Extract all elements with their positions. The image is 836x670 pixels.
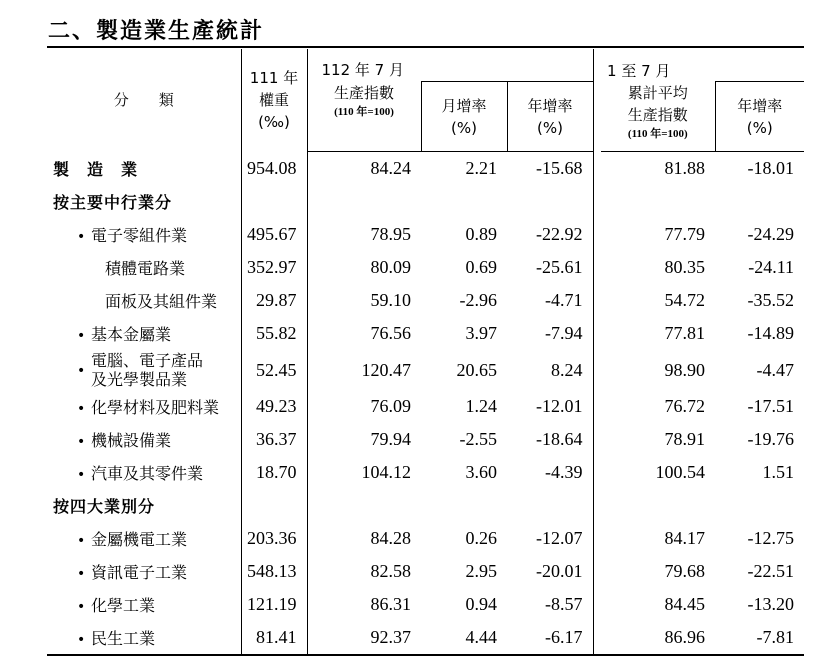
cell-yoy: -12.07 <box>536 528 583 548</box>
table-row <box>47 456 804 489</box>
section-label: 按四大業別分 <box>53 497 156 516</box>
gap-cell <box>593 251 601 284</box>
cell-index: 79.94 <box>307 423 421 456</box>
empty-cell <box>241 185 307 218</box>
row-label: • 電子零組件業 <box>77 226 188 245</box>
bullet-icon: • <box>77 533 86 549</box>
table-row <box>47 423 804 456</box>
cell-yoy: -7.94 <box>545 323 583 343</box>
empty-cell <box>421 489 507 522</box>
cell-cum-yoy: -35.52 <box>747 290 795 310</box>
cell-cum-yoy: -18.01 <box>747 158 795 178</box>
cell-mom: 2.21 <box>465 158 497 178</box>
table-row <box>47 350 804 390</box>
empty-cell <box>241 489 307 522</box>
row-label: • 資訊電子工業 <box>77 563 188 582</box>
empty-cell <box>507 489 593 522</box>
cell-mom: -2.96 <box>459 290 497 310</box>
row-label: • 基本金屬業 <box>77 325 172 344</box>
gap-cell <box>593 588 601 621</box>
bullet-icon: • <box>77 229 86 245</box>
table-row <box>47 152 804 186</box>
cell-mom: 0.89 <box>465 224 497 244</box>
cell-yoy: -22.92 <box>536 224 583 244</box>
header-cum-group-spacer <box>715 49 804 82</box>
cell-mom: -2.55 <box>459 429 497 449</box>
cell-cum-yoy: -4.47 <box>756 359 795 380</box>
cell-weight: 954.08 <box>241 152 307 186</box>
cell-index: 84.24 <box>307 152 421 186</box>
empty-cell <box>601 489 715 522</box>
cell-yoy: 8.24 <box>551 359 583 380</box>
manufacturing-statistics-table <box>47 49 804 656</box>
gap-cell <box>593 350 601 390</box>
cell-yoy: -8.57 <box>545 594 583 614</box>
cell-cum-yoy: -14.89 <box>747 323 795 343</box>
table-row <box>47 522 804 555</box>
row-label: •電腦、電子產品 及光學製品業 <box>77 351 204 389</box>
cell-weight: 36.37 <box>241 423 307 456</box>
cell-yoy: -12.01 <box>536 396 583 416</box>
cell-yoy: -18.64 <box>536 429 583 449</box>
bullet-icon: • <box>77 434 86 450</box>
cell-cum: 79.68 <box>664 561 706 581</box>
gap-cell <box>593 152 601 186</box>
cell-index: 76.09 <box>307 390 421 423</box>
cell-mom: 1.24 <box>465 396 497 416</box>
cell-weight: 121.19 <box>241 588 307 621</box>
cell-weight: 548.13 <box>241 555 307 588</box>
empty-cell <box>307 489 421 522</box>
cell-cum-yoy: 1.51 <box>762 462 795 482</box>
row-label: • 機械設備業 <box>77 431 172 450</box>
row-label: • 汽車及其零件業 <box>77 464 204 483</box>
row-label: 製 造 業 <box>53 159 139 179</box>
cell-weight: 18.70 <box>241 456 307 489</box>
header-index-group: 112 年 7 月 <box>307 49 593 82</box>
cell-cum: 100.54 <box>655 462 706 482</box>
cell-weight: 203.36 <box>241 522 307 555</box>
table-row <box>47 588 804 621</box>
page-title: 二、製造業生產統計 <box>48 19 265 44</box>
header-weight: 111 年 權重 (‰) <box>241 49 307 152</box>
gap-cell <box>593 456 601 489</box>
cell-mom: 20.65 <box>456 359 497 380</box>
cell-mom: 0.69 <box>465 257 497 277</box>
gap-cell <box>593 218 601 251</box>
cell-index: 82.58 <box>307 555 421 588</box>
header-yoy: 年增率 (%) <box>507 82 593 152</box>
gap-cell <box>593 390 601 423</box>
row-label: 面板及其組件業 <box>105 292 218 311</box>
cell-cum: 76.72 <box>664 396 706 416</box>
gap-cell <box>593 522 601 555</box>
header-index: 生產指數 (110 年=100) <box>307 82 421 152</box>
bullet-icon: • <box>77 401 86 417</box>
cell-cum-yoy: -7.81 <box>715 621 804 655</box>
bullet-icon: • <box>77 599 86 615</box>
table-row <box>47 251 804 284</box>
empty-cell <box>715 185 804 218</box>
cell-cum: 54.72 <box>664 290 706 310</box>
empty-cell <box>715 489 804 522</box>
bullet-icon: • <box>77 467 86 483</box>
cell-index: 84.28 <box>307 522 421 555</box>
section-label: 按主要中行業分 <box>53 193 173 212</box>
gap-cell <box>593 489 601 522</box>
top-rule <box>47 46 804 48</box>
cell-index: 78.95 <box>307 218 421 251</box>
bullet-icon: • <box>77 566 86 582</box>
gap-cell <box>593 284 601 317</box>
empty-cell <box>507 185 593 218</box>
header-gap <box>593 49 601 152</box>
cell-cum-yoy: -22.51 <box>747 561 795 581</box>
cell-cum: 86.96 <box>601 621 715 655</box>
cell-cum: 80.35 <box>664 257 706 277</box>
table-row <box>47 284 804 317</box>
header-cum-group: 1 至 7 月 <box>607 61 671 80</box>
cell-cum-yoy: -13.20 <box>747 594 795 614</box>
cell-cum-yoy: -24.29 <box>747 224 795 244</box>
cell-yoy: -4.39 <box>545 462 583 482</box>
table-row <box>47 317 804 350</box>
cell-mom: 3.60 <box>465 462 497 482</box>
gap-cell <box>593 555 601 588</box>
cell-mom: 4.44 <box>421 621 507 655</box>
cell-weight: 55.82 <box>241 317 307 350</box>
cell-index: 80.09 <box>307 251 421 284</box>
table-row <box>47 390 804 423</box>
cell-index: 76.56 <box>307 317 421 350</box>
cell-cum: 77.81 <box>664 323 706 343</box>
cell-cum-yoy: -24.11 <box>748 257 795 277</box>
cell-weight: 49.23 <box>241 390 307 423</box>
table-row <box>47 621 804 655</box>
header-mom: 月增率 (%) <box>421 82 507 152</box>
empty-cell <box>601 185 715 218</box>
bullet-icon: • <box>77 632 86 648</box>
gap-cell <box>593 185 601 218</box>
row-label: • 金屬機電工業 <box>77 530 188 549</box>
cell-index: 92.37 <box>307 621 421 655</box>
cell-index: 120.47 <box>307 350 421 390</box>
cell-mom: 0.26 <box>465 528 497 548</box>
cell-mom: 3.97 <box>465 323 497 343</box>
cell-mom: 2.95 <box>465 561 497 581</box>
row-label: • 化學材料及肥料業 <box>77 398 220 417</box>
header-cum-yoy: 年增率 (%) <box>715 82 804 152</box>
cell-cum-yoy: -17.51 <box>747 396 795 416</box>
cell-yoy: -15.68 <box>536 158 583 178</box>
cell-weight: 81.41 <box>241 621 307 655</box>
cell-index: 86.31 <box>307 588 421 621</box>
table-row-section <box>47 185 804 218</box>
cell-yoy: -25.61 <box>536 257 583 277</box>
cell-weight: 495.67 <box>241 218 307 251</box>
row-label: • 民生工業 <box>47 621 241 655</box>
empty-cell <box>307 185 421 218</box>
gap-cell <box>593 317 601 350</box>
cell-cum: 84.45 <box>664 594 706 614</box>
cell-mom: 0.94 <box>465 594 497 614</box>
cell-cum-yoy: -19.76 <box>747 429 795 449</box>
row-label: 積體電路業 <box>105 259 186 278</box>
bullet-icon: • <box>77 328 86 344</box>
table-row-section <box>47 489 804 522</box>
cell-weight: 29.87 <box>241 284 307 317</box>
table-row <box>47 218 804 251</box>
cell-yoy: -4.71 <box>545 290 583 310</box>
header-category: 分 類 <box>113 91 174 110</box>
cell-cum-yoy: -12.75 <box>747 528 795 548</box>
cell-cum: 81.88 <box>664 158 706 178</box>
table-row <box>47 555 804 588</box>
header-cum-index: 累計平均 生產指數 (110 年=100) <box>601 82 715 152</box>
cell-cum: 78.91 <box>664 429 706 449</box>
row-label: • 化學工業 <box>77 596 156 615</box>
cell-cum: 84.17 <box>664 528 706 548</box>
cell-index: 104.12 <box>307 456 421 489</box>
cell-yoy: -20.01 <box>536 561 583 581</box>
gap-cell <box>593 621 601 655</box>
cell-cum: 77.79 <box>664 224 706 244</box>
empty-cell <box>421 185 507 218</box>
cell-index: 59.10 <box>307 284 421 317</box>
gap-cell <box>593 423 601 456</box>
cell-weight: 52.45 <box>241 350 307 390</box>
cell-cum: 98.90 <box>664 359 706 380</box>
cell-weight: 352.97 <box>241 251 307 284</box>
cell-yoy: -6.17 <box>507 621 593 655</box>
bullet-icon: • <box>77 362 86 379</box>
